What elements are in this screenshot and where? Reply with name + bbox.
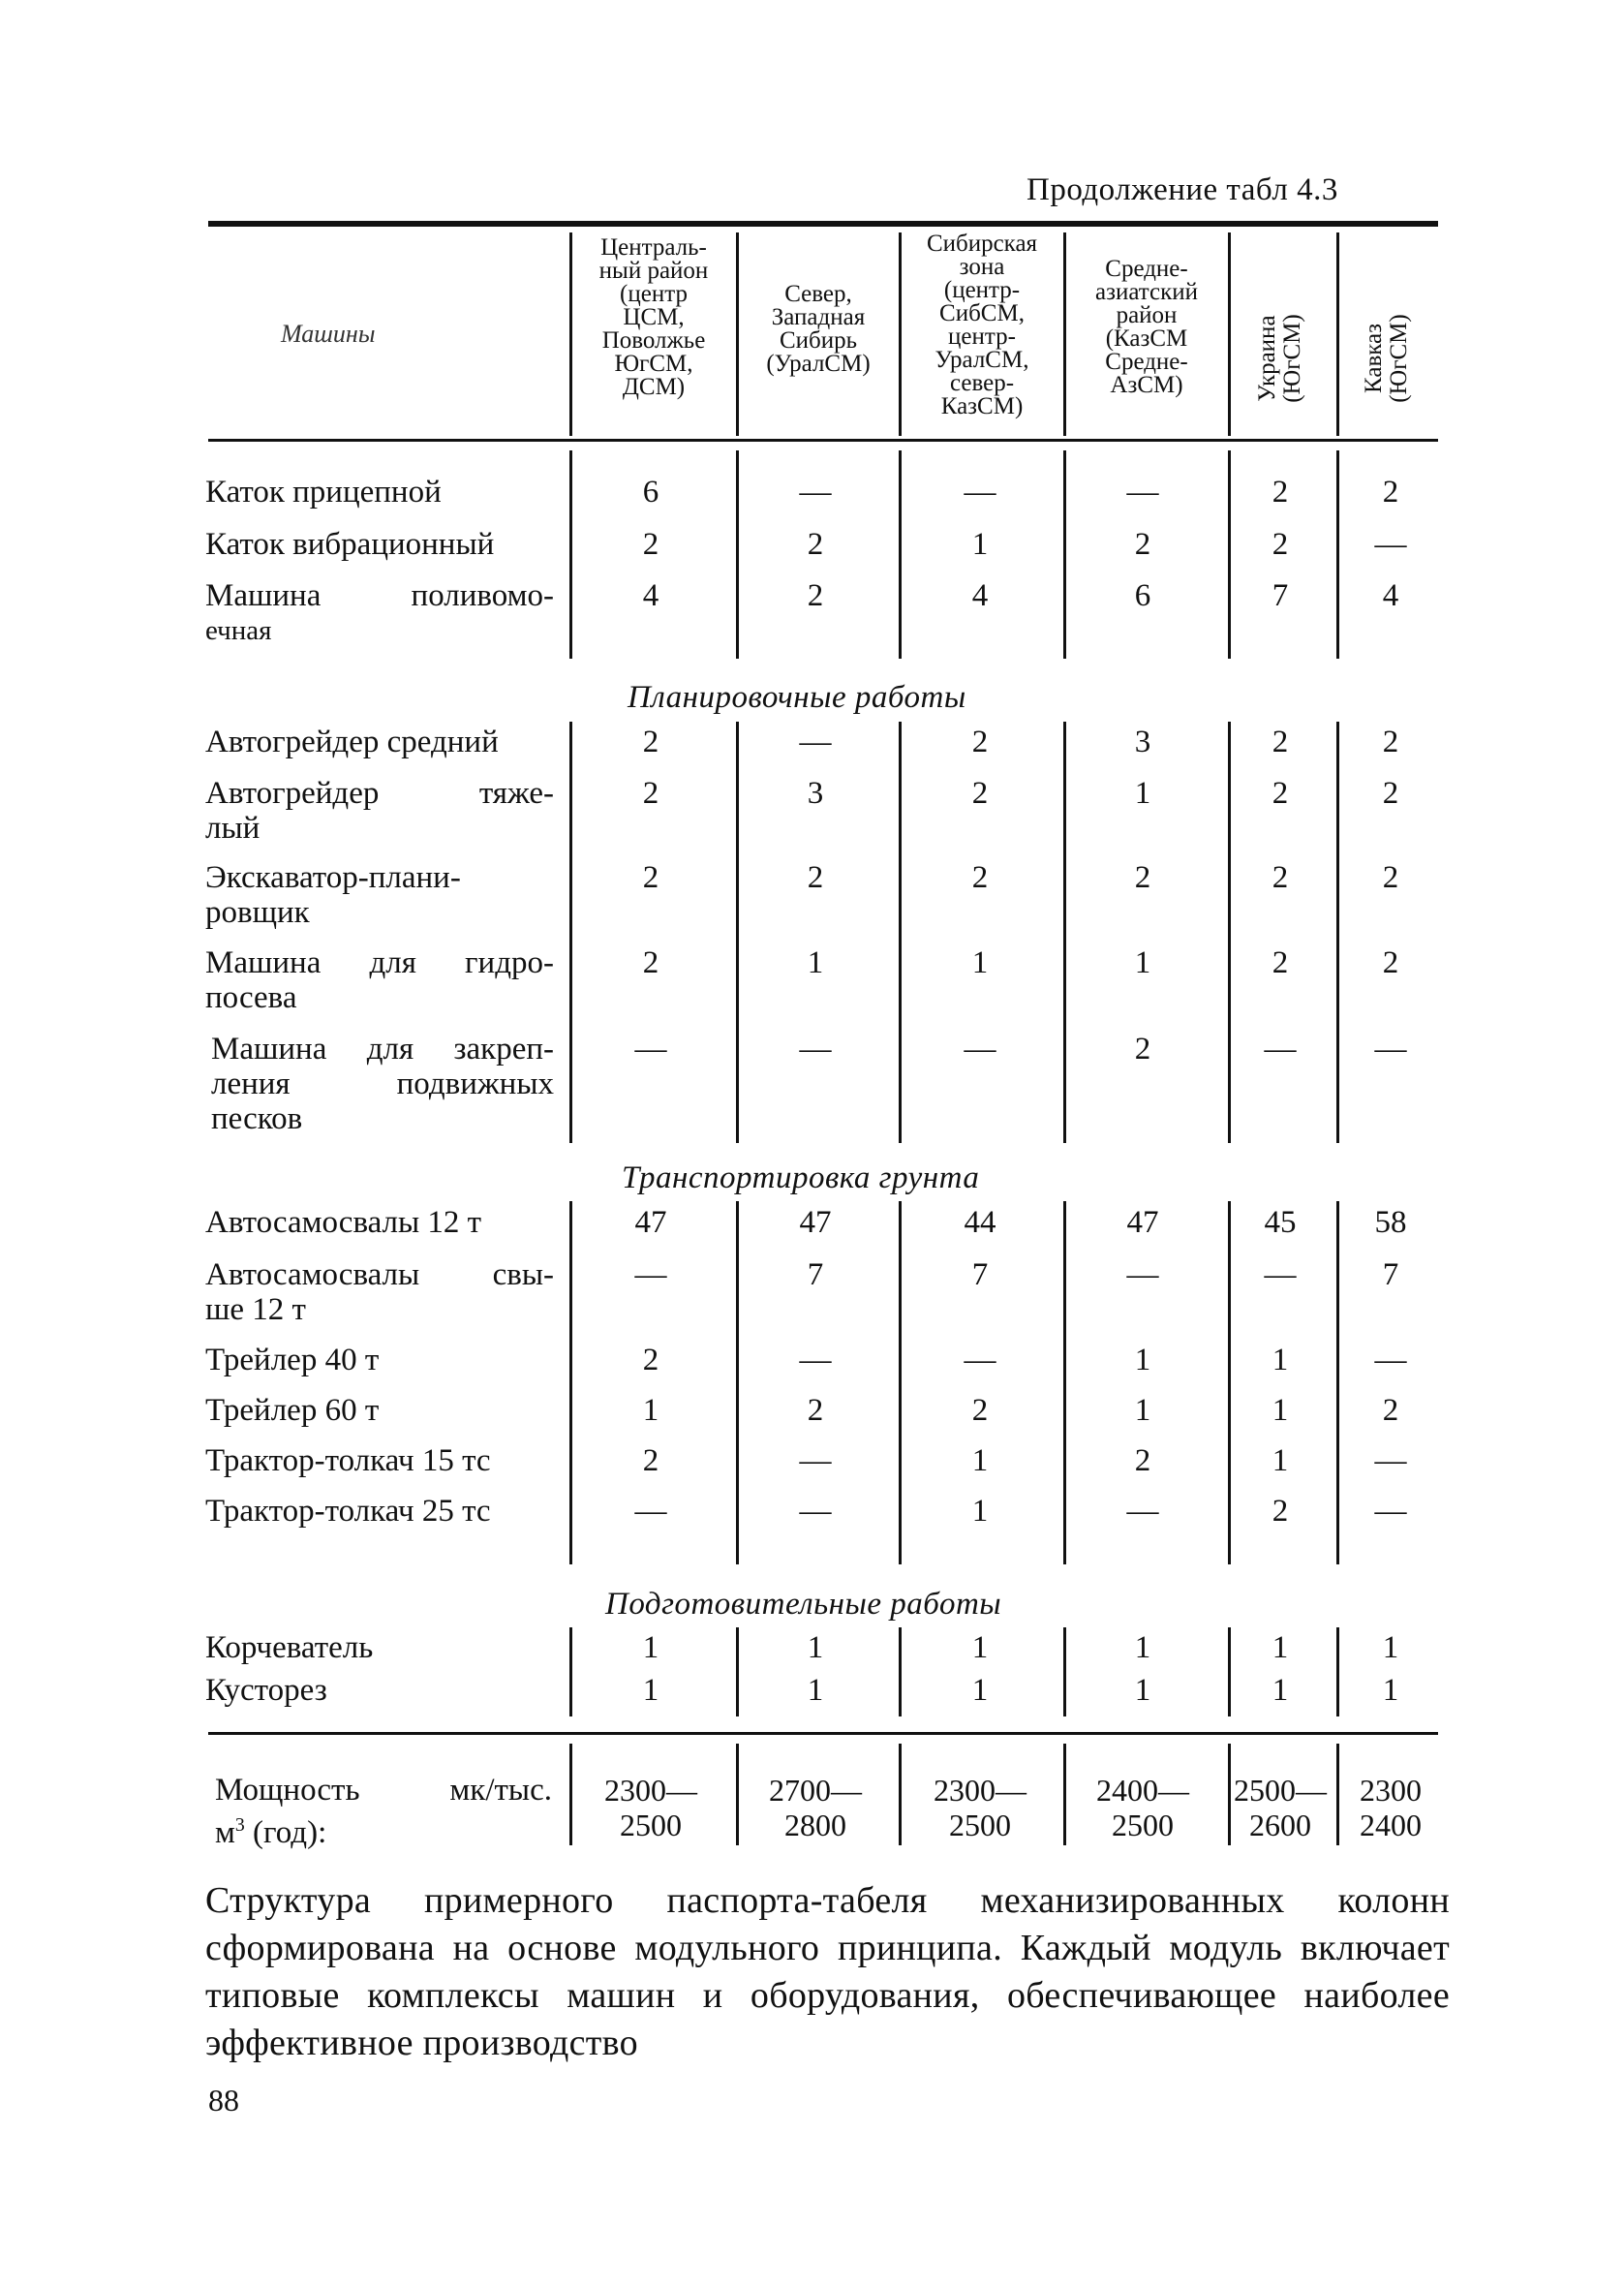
cell-value: 2 (971, 725, 989, 759)
cell-value: 1 (1272, 1630, 1289, 1665)
column-divider (736, 1744, 739, 1845)
cell-value: 1 (807, 1630, 824, 1665)
cell-value: 1 (1272, 1673, 1289, 1708)
column-divider (736, 1627, 739, 1716)
header-col-ukraine: Украина (ЮгСМ) (1254, 314, 1305, 403)
cell-value: 1 (1134, 1343, 1151, 1377)
cell-value: 2 (807, 578, 824, 613)
header-col-central-asia: Средне- азиатский район (КазСМ Средне- АзСМ) (1094, 256, 1199, 398)
cell-value: 2 (1272, 527, 1289, 562)
body-paragraph: Структура примерного паспорта-табеля механизированных колонн сформирована на основе модульного принципа. Каждый модуль включает типовые комплексы машин и оборудования, обеспечивающее наиболее эффективное производство (205, 1880, 1450, 2063)
row-name: лый (205, 811, 260, 846)
cell-value: 1 (642, 1673, 659, 1708)
cell-value: — (1126, 1494, 1159, 1529)
capacity-value: 2300 (1360, 1773, 1422, 1808)
cell-value: 2 (1382, 945, 1399, 980)
cell-value: — (1126, 1257, 1159, 1292)
cell-value: — (1264, 1257, 1297, 1292)
cell-value: 7 (1382, 1257, 1399, 1292)
cell-value: 2 (1134, 1443, 1151, 1478)
cell-value: — (1374, 1343, 1407, 1377)
cell-value: 4 (1382, 578, 1399, 613)
cell-value: — (634, 1257, 667, 1292)
column-divider (736, 450, 739, 659)
cell-value: 1 (1134, 776, 1151, 811)
cell-value: 2 (807, 1393, 824, 1428)
cell-value: 47 (634, 1205, 667, 1240)
cell-value: 1 (971, 1494, 989, 1529)
cell-value: 1 (1134, 1673, 1151, 1708)
capacity-value: 2500— (1234, 1773, 1327, 1808)
cell-value: 7 (1272, 578, 1289, 613)
column-divider (736, 1201, 739, 1564)
cell-value: 2 (971, 860, 989, 895)
column-divider (899, 1201, 902, 1564)
header-col-caucasus: Кавказ (ЮгСМ) (1361, 314, 1412, 403)
cell-value: 3 (807, 776, 824, 811)
cell-value: 47 (1126, 1205, 1159, 1240)
cell-value: 44 (964, 1205, 996, 1240)
cell-value: 7 (971, 1257, 989, 1292)
cell-value: 7 (807, 1257, 824, 1292)
cell-value: 1 (1272, 1343, 1289, 1377)
cell-value: 2 (642, 860, 659, 895)
cell-value: 2 (1382, 475, 1399, 510)
table-top-rule (208, 221, 1438, 227)
column-divider (736, 722, 739, 1143)
header-col-siberia: Сибирская зона (центр- СибСМ, центр- УралСМ, север- КазСМ) (926, 231, 1038, 419)
row-name: Трактор-толкач 15 тс (205, 1443, 491, 1478)
cell-value: 2 (642, 1443, 659, 1478)
column-divider (1063, 450, 1066, 659)
cell-value: 2 (1382, 776, 1399, 811)
cell-value: 2 (807, 860, 824, 895)
cell-value: — (964, 475, 996, 510)
cell-value: 1 (971, 1673, 989, 1708)
column-divider (1063, 722, 1066, 1143)
cell-value: 2 (1382, 1393, 1399, 1428)
column-divider (899, 1744, 902, 1845)
row-name: Машина поливомо- (205, 578, 554, 613)
header-divider (1228, 232, 1231, 436)
cell-value: 2 (1382, 860, 1399, 895)
row-name: ления подвижных (211, 1067, 554, 1101)
column-divider (899, 450, 902, 659)
cell-value: 45 (1264, 1205, 1297, 1240)
header-divider (1336, 232, 1339, 436)
section-planning: Планировочные работы (628, 680, 966, 715)
cell-value: 47 (799, 1205, 832, 1240)
column-divider (569, 1744, 572, 1845)
cell-value: — (799, 1494, 832, 1529)
cell-value: — (799, 725, 832, 759)
cell-value: 2 (1382, 725, 1399, 759)
column-divider (899, 1627, 902, 1716)
header-col-north: Север, Западная Сибирь (УралСМ) (766, 281, 871, 377)
cell-value: 4 (971, 578, 989, 613)
cell-value: 1 (971, 945, 989, 980)
cell-value: — (1374, 527, 1407, 562)
cell-value: — (1126, 475, 1159, 510)
cell-value: 1 (1134, 945, 1151, 980)
capacity-value: 2300— (934, 1773, 1026, 1808)
row-name: Машина для закреп- (211, 1032, 554, 1067)
capacity-value: 2400— (1096, 1773, 1189, 1808)
cell-value: 1 (1382, 1630, 1399, 1665)
cell-value: 2 (1272, 725, 1289, 759)
cell-value: 1 (807, 945, 824, 980)
cell-value: 1 (807, 1673, 824, 1708)
header-machines: Машины (281, 320, 376, 348)
page-number: 88 (208, 2083, 239, 2118)
cell-value: 1 (971, 1630, 989, 1665)
cell-value: 2 (1134, 527, 1151, 562)
row-name: Кусторез (205, 1673, 327, 1708)
row-name: Автосамосвалы 12 т (205, 1205, 482, 1240)
cell-value: 2 (1134, 860, 1151, 895)
cell-value: — (799, 1032, 832, 1067)
cell-value: — (799, 1443, 832, 1478)
cell-value: — (799, 475, 832, 510)
capacity-value: 2300— (604, 1773, 697, 1808)
cell-value: — (634, 1494, 667, 1529)
cell-value: — (799, 1343, 832, 1377)
row-name: Каток вибрационный (205, 527, 495, 562)
summary-rule (208, 1732, 1438, 1735)
cell-value: 1 (1134, 1630, 1151, 1665)
cell-value: 1 (1272, 1443, 1289, 1478)
cell-value: — (634, 1032, 667, 1067)
cell-value: 58 (1374, 1205, 1407, 1240)
cell-value: — (964, 1032, 996, 1067)
row-name: Автосамосвалы свы- (205, 1257, 554, 1292)
cell-value: 6 (642, 475, 659, 510)
cell-value: 1 (642, 1630, 659, 1665)
cell-value: 2 (971, 1393, 989, 1428)
cell-value: 1 (1382, 1673, 1399, 1708)
cell-value: 2 (1272, 1494, 1289, 1529)
row-name: Автогрейдер средний (205, 725, 499, 759)
cell-value: 2 (807, 527, 824, 562)
cell-value: 2 (1272, 475, 1289, 510)
column-divider (569, 450, 572, 659)
row-name: ше 12 т (205, 1292, 306, 1327)
cell-value: 2 (642, 527, 659, 562)
cell-value: 1 (642, 1393, 659, 1428)
row-name: Экскаватор-плани- (205, 860, 461, 895)
row-name: Трейлер 60 т (205, 1393, 380, 1428)
cell-value: 1 (1272, 1393, 1289, 1428)
cell-value: 2 (642, 725, 659, 759)
cell-value: 1 (971, 527, 989, 562)
capacity-value: 2400 (1360, 1808, 1422, 1842)
cell-value: 6 (1134, 578, 1151, 613)
cell-value: — (1374, 1032, 1407, 1067)
cell-value: 1 (1134, 1393, 1151, 1428)
cell-value: 2 (1272, 860, 1289, 895)
cell-value: — (964, 1343, 996, 1377)
section-transport: Транспортировка грунта (622, 1160, 980, 1195)
cell-value: 2 (642, 776, 659, 811)
cell-value: 2 (642, 1343, 659, 1377)
table-caption: Продолжение табл 4.3 (1026, 172, 1338, 207)
cell-value: — (1264, 1032, 1297, 1067)
capacity-value: 2500 (949, 1808, 1011, 1842)
column-divider (899, 722, 902, 1143)
capacity-value: 2500 (1112, 1808, 1174, 1842)
capacity-value: 2700— (769, 1773, 862, 1808)
column-divider (569, 1201, 572, 1564)
cell-value: 2 (1272, 945, 1289, 980)
header-bottom-rule (208, 439, 1438, 442)
row-name: Трейлер 40 т (205, 1343, 380, 1377)
cell-value: 4 (642, 578, 659, 613)
capacity-label-unit: $м^3$ (год): (215, 1814, 327, 1850)
column-divider (1063, 1201, 1066, 1564)
column-divider (1063, 1627, 1066, 1716)
capacity-value: 2500 (620, 1808, 682, 1842)
row-name: песков (211, 1101, 303, 1136)
cell-value: 2 (1272, 776, 1289, 811)
row-name: ровщик (205, 895, 310, 930)
column-divider (569, 722, 572, 1143)
cell-value: 2 (1134, 1032, 1151, 1067)
capacity-value: 2800 (784, 1808, 846, 1842)
column-divider (1063, 1744, 1066, 1845)
cell-value: 3 (1134, 725, 1151, 759)
row-name: посева (205, 980, 297, 1015)
row-name: ечная (205, 615, 272, 646)
row-name: Корчеватель (205, 1630, 374, 1665)
column-divider (569, 1627, 572, 1716)
section-preparatory: Подготовительные работы (605, 1587, 1002, 1622)
header-col-central: Централь- ный район (центр ЦСМ, Поволжье ЮгСМ, ДСМ) (598, 234, 709, 400)
cell-value: 2 (971, 776, 989, 811)
row-name: Машина для гидро- (205, 945, 554, 980)
row-name: Автогрейдер тяже- (205, 776, 554, 811)
capacity-value: 2600 (1249, 1808, 1311, 1842)
cell-value: — (1374, 1443, 1407, 1478)
cell-value: 2 (642, 945, 659, 980)
capacity-label: Мощность мк/тыс. (215, 1773, 552, 1808)
cell-value: 1 (971, 1443, 989, 1478)
row-name: Каток прицепной (205, 475, 442, 510)
row-name: Трактор-толкач 25 тс (205, 1494, 491, 1529)
cell-value: — (1374, 1494, 1407, 1529)
